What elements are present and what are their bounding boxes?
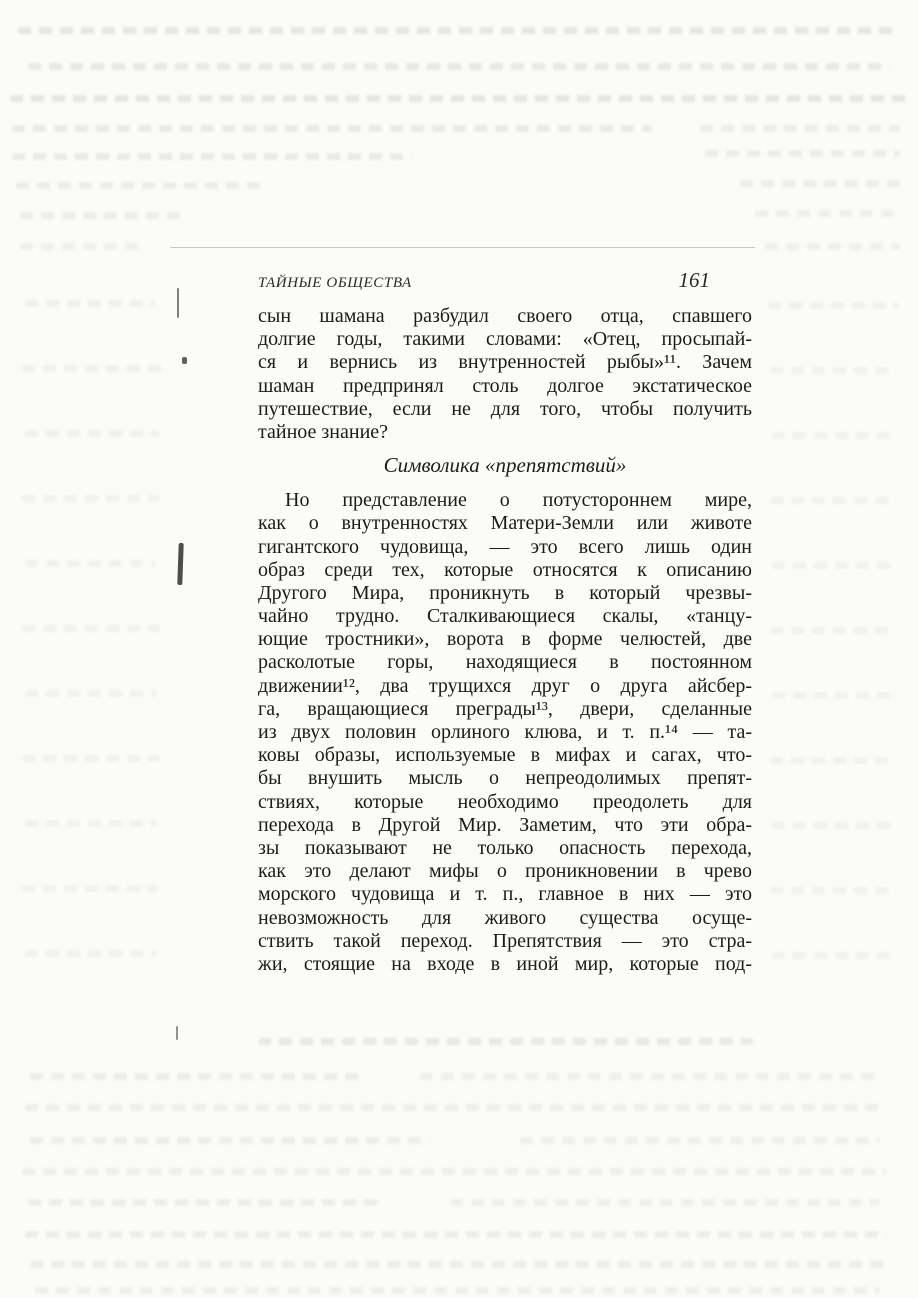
text-line: ся и вернись из внутренностей рыбы»¹¹. Зачем [258,351,752,374]
text-line: га, вращающиеся преграды¹³, двери, сделанные [258,697,752,720]
scan-artifact [765,243,900,250]
text-line: Но представление о потустороннем мире, [285,489,752,512]
margin-mark [176,1026,178,1040]
scan-artifact [772,562,896,569]
text-line: как о внутренностях Матери-Земли или животе [258,512,752,535]
text-line: расколотые горы, находящиеся в постоянном [258,651,752,674]
text-line: шаман предпринял столь долгое экстатическое [258,374,752,397]
text-line: ющие тростники», ворота в форме челюстей, две [258,628,752,651]
page-number: 161 [678,268,710,292]
scan-artifact [25,1104,885,1111]
scan-artifact [22,1168,887,1175]
scan-artifact [258,1038,753,1045]
text-line: зы показывают не только опасность перехода, [258,836,752,859]
page-header [258,268,752,293]
scan-artifact [25,690,157,697]
text-line: перехода в Другой Мир. Заметим, что эти обра- [258,813,752,836]
text-line: невозможность для живого существа осуще- [258,906,752,929]
text-line: долгие годы, такими словами: «Отец, просыпай- [258,328,752,351]
text-line: бы внушить мысль о непреодолимых препят- [258,767,752,790]
scan-artifact [450,1199,880,1206]
scan-artifact [772,692,896,699]
scan-artifact [22,495,160,502]
scan-artifact [705,150,900,157]
scan-artifact [25,1231,887,1238]
scan-artifact [25,950,157,957]
text-line: гигантского чудовища, — это всего лишь один [258,535,752,558]
scan-artifact [768,302,898,309]
scan-artifact [22,625,160,632]
text-line: жи, стоящие на входе в иной мир, которые под- [258,952,752,975]
scan-artifact [16,182,266,189]
scan-artifact [28,63,890,70]
text-line: сын шамана разбудил своего отца, спавшего [258,305,752,327]
margin-mark [177,543,183,585]
scan-artifact [772,952,896,959]
scan-artifact [25,560,155,567]
text-column [258,305,752,976]
text-line: тайное знание? [258,420,389,443]
scan-artifact [30,1261,888,1268]
section-heading: Символика «препятствий» [383,453,627,478]
text-line: ствиях, которые необходимо преодолеть для [258,790,752,813]
scan-artifact [770,757,896,764]
scan-artifact [770,497,896,504]
scan-artifact [10,95,908,102]
scan-artifact [30,1137,430,1144]
scan-artifact [35,1287,880,1294]
scan-artifact [20,243,140,250]
scan-artifact [770,627,896,634]
running-title: ТАЙНЫЕ ОБЩЕСТВА [258,275,412,291]
scan-artifact [770,887,896,894]
scan-artifact [25,300,155,307]
scan-artifact [12,153,412,160]
margin-mark [177,288,179,318]
scan-artifact [22,885,158,892]
scan-artifact [755,210,900,217]
scan-artifact [772,432,896,439]
paragraph-2 [258,489,752,976]
scan-artifact [772,822,896,829]
scan-artifact [22,365,162,372]
text-line: как это делают мифы о проникновении в чрево [258,860,752,883]
text-line: чайно трудно. Сталкивающиеся скалы, «танцу- [258,605,752,628]
text-line: ствить такой переход. Препятствия — это стра- [258,929,752,952]
text-line: ковы образы, используемые в мифах и сагах, что- [258,744,752,767]
scan-artifact [520,1137,880,1144]
paragraph-1 [258,305,752,444]
scan-artifact [22,755,160,762]
text-line: морского чудовища и т. п., главное в них — это [258,883,752,906]
scan-artifact [28,1199,378,1206]
scan-artifact [770,367,896,374]
text-line: образ среди тех, которые относятся к описанию [258,558,752,581]
text-line: путешествие, если не для того, чтобы получить [258,397,752,420]
scan-artifact [20,212,180,219]
scan-artifact [12,125,652,132]
header-rule [170,247,755,248]
scan-artifact [700,125,900,132]
text-line: движении¹², два трущихся друг о друга айсбер- [258,674,752,697]
scan-artifact [18,27,898,34]
text-line: Другого Мира, проникнуть в который чрезвы- [258,581,752,604]
scan-artifact [25,430,159,437]
scan-artifact [30,1073,360,1080]
scan-artifact [25,820,157,827]
scan-artifact [740,180,900,187]
margin-mark [182,357,187,364]
text-line: из двух половин орлиного клюва, и т. п.¹⁴ — та- [258,721,752,743]
scan-artifact [420,1073,880,1080]
